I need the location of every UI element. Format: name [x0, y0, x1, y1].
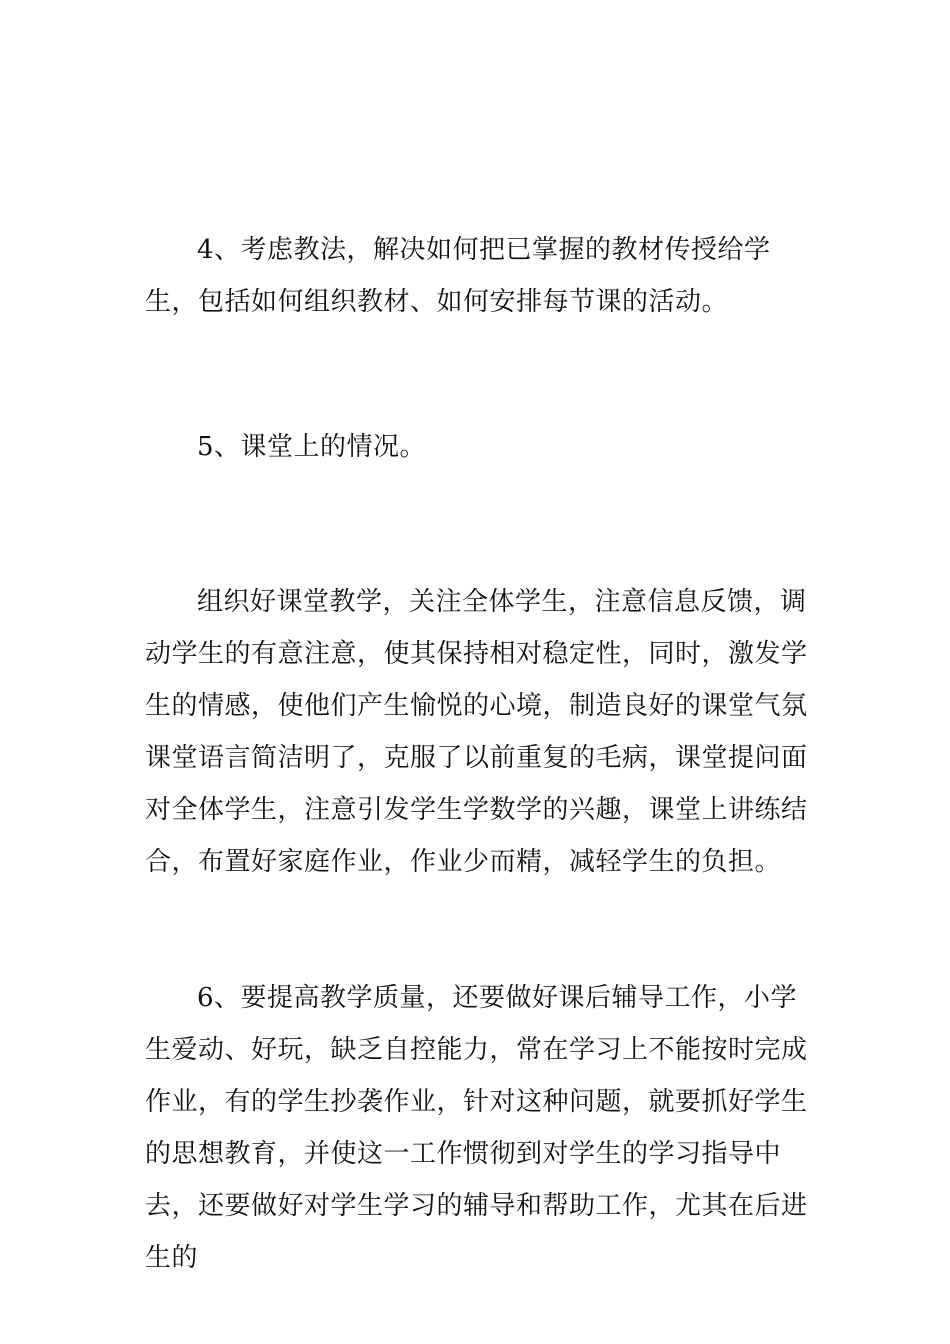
paragraph-after-class-tutoring: 6、要提高教学质量，还要做好课后辅导工作，小学生爱动、好玩，缺乏自控能力，常在学习上不能按时完成作业，有的学生抄袭作业，针对这种问题，就要抓好学生的思想教育，并使这一工作惯彻到对学生的学习指导中去，还要做好对学生学习的辅导和帮助工作，尤其在后进生的	[145, 983, 808, 1273]
paragraph-classroom-organization: 组织好课堂教学，关注全体学生，注意信息反馈，调动学生的有意注意，使其保持相对稳定性，同时，激发学生的情感，使他们产生愉悦的心境，制造良好的课堂气氛课堂语言简洁明了，克服了以前重复的毛病，课堂提问面对全体学生，注意引发学生学数学的兴趣，课堂上讲练结合，布置好家庭作业，作业少而精，减轻学生的负担。	[145, 587, 808, 877]
paragraph-teaching-method: 4、考虑教法，解决如何把已掌握的教材传授给学生，包括如何组织教材、如何安排每节课的活动。	[145, 235, 771, 317]
paragraph-classroom-heading: 5、课堂上的情况。	[197, 432, 427, 462]
